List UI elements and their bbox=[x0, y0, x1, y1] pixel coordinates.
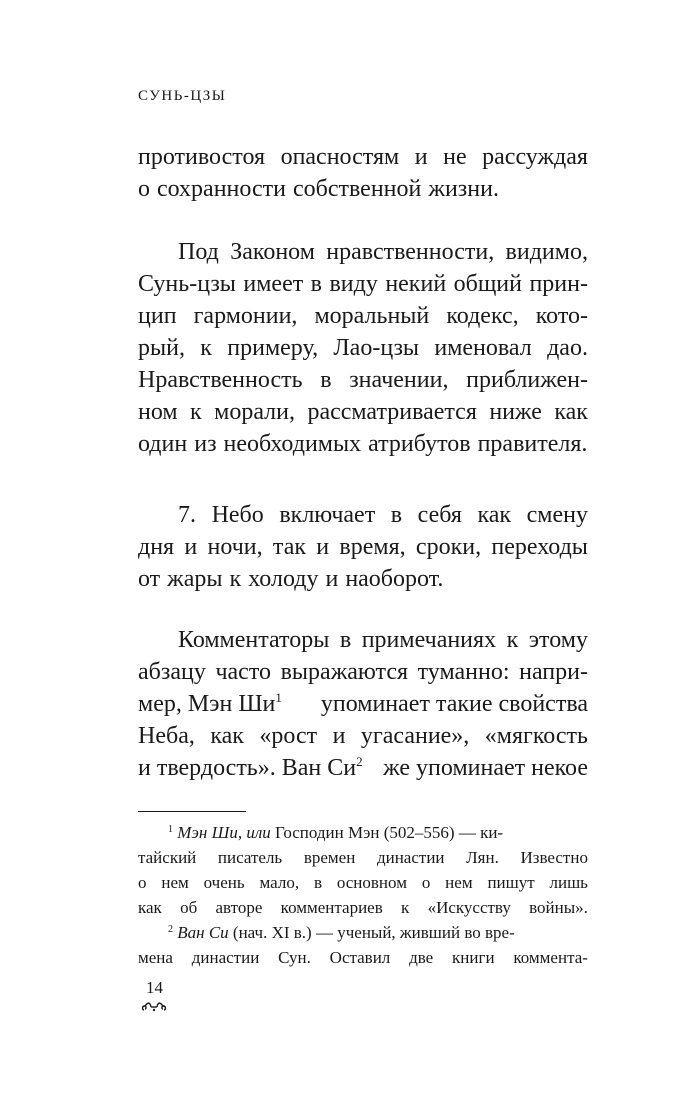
text-fragment: же упоминает некое bbox=[383, 755, 588, 781]
word: из bbox=[194, 431, 217, 457]
word: примеру, bbox=[227, 335, 319, 361]
paragraph-1 bbox=[138, 141, 588, 205]
word: «мягкость bbox=[484, 723, 588, 749]
word: основном bbox=[336, 873, 407, 892]
word: очень bbox=[203, 873, 245, 892]
word: к bbox=[200, 335, 212, 361]
footnote-line bbox=[138, 820, 588, 845]
word: «Искусству bbox=[427, 898, 511, 917]
text-line bbox=[138, 268, 588, 300]
word: противостоя bbox=[138, 144, 266, 170]
word: сроки, bbox=[415, 534, 482, 560]
text-fragment: мер, Мэн $Ши^1$ bbox=[138, 690, 282, 717]
text-fragment: $^1$ Мэн Ши, или Господин Мэн (502–556) — ки- bbox=[168, 823, 504, 842]
word: примечаниях bbox=[361, 627, 497, 653]
word: переходы bbox=[491, 534, 588, 560]
text-line bbox=[138, 531, 588, 563]
text-line bbox=[138, 236, 588, 268]
footnote-ref-1[interactable]: 1 bbox=[275, 690, 282, 705]
word: лишь bbox=[549, 873, 588, 892]
word: не bbox=[443, 144, 467, 170]
word: Оставил bbox=[329, 948, 391, 967]
word: две bbox=[409, 948, 434, 967]
word: в bbox=[390, 502, 403, 528]
word: войны». bbox=[529, 898, 588, 917]
word: книги bbox=[452, 948, 495, 967]
footnote-line bbox=[138, 920, 588, 945]
word: Небо bbox=[211, 502, 264, 528]
word: правителя. bbox=[477, 431, 588, 457]
word: времен bbox=[303, 848, 356, 867]
word: жары bbox=[167, 566, 223, 592]
word: Неба, bbox=[138, 723, 195, 749]
word: именовал bbox=[434, 335, 532, 361]
word: гармонии, bbox=[193, 303, 298, 329]
word: Сунь-цзы bbox=[138, 271, 236, 297]
text-line bbox=[138, 332, 588, 364]
footnote-line bbox=[138, 845, 588, 870]
word: приближен- bbox=[466, 367, 588, 393]
word: собственной bbox=[292, 176, 422, 202]
text-line bbox=[138, 173, 588, 205]
paragraph-4 bbox=[138, 624, 588, 784]
word: кото- bbox=[535, 303, 588, 329]
footnote-marker: 1 bbox=[168, 824, 173, 835]
paragraph-3 bbox=[138, 499, 588, 595]
scroll-ornament-icon bbox=[141, 1001, 167, 1013]
word: рассматривается bbox=[307, 399, 477, 425]
word: смену bbox=[526, 502, 588, 528]
word: общий bbox=[453, 271, 522, 297]
page-number: 14 bbox=[146, 978, 163, 997]
word: в bbox=[313, 873, 322, 892]
word: морали, bbox=[214, 399, 295, 425]
word: мена bbox=[138, 948, 173, 967]
word: ночи, bbox=[207, 534, 263, 560]
word: необходимых bbox=[223, 431, 362, 457]
word: опасностям bbox=[280, 144, 400, 170]
word: ниже bbox=[489, 399, 542, 425]
word: атрибутов bbox=[368, 431, 471, 457]
word: Под bbox=[178, 239, 219, 265]
word: и bbox=[414, 144, 428, 170]
footnote-2 bbox=[138, 920, 588, 970]
footnote-term: Ван Си bbox=[177, 923, 229, 942]
footnote-term: Мэн Ши, или bbox=[177, 823, 271, 842]
word: в bbox=[320, 367, 332, 393]
word: от bbox=[138, 566, 161, 592]
word: как bbox=[554, 399, 588, 425]
word: нем bbox=[161, 873, 189, 892]
word: Лао-цзы bbox=[333, 335, 420, 361]
word: один bbox=[138, 431, 188, 457]
word: дао. bbox=[547, 335, 588, 361]
word: дня bbox=[138, 534, 175, 560]
word: Известно bbox=[520, 848, 588, 867]
word: некий bbox=[385, 271, 447, 297]
word: к bbox=[190, 399, 202, 425]
word: писатель bbox=[217, 848, 283, 867]
text-fragment: $^2$ Ван Си (нач. XI в.) — ученый, живший во вре- bbox=[168, 923, 515, 942]
running-title: СУНЬ-ЦЗЫ bbox=[138, 88, 227, 104]
footnote-1 bbox=[138, 820, 588, 920]
word: включает bbox=[279, 502, 376, 528]
text-fragment: упоминает такие свойства bbox=[320, 691, 588, 717]
word: комментариев bbox=[280, 898, 383, 917]
word: о bbox=[138, 176, 150, 202]
word: «рост bbox=[259, 723, 318, 749]
word: как bbox=[138, 898, 162, 917]
word: кодекс, bbox=[446, 303, 519, 329]
paragraph-2 bbox=[138, 236, 588, 460]
word: к bbox=[506, 627, 519, 653]
word: жизни. bbox=[428, 176, 499, 202]
word: холоду bbox=[248, 566, 319, 592]
word: рассуждая bbox=[482, 144, 588, 170]
word: абзацу bbox=[138, 659, 206, 685]
word: как bbox=[210, 723, 244, 749]
footnote-ref-2[interactable]: 2 bbox=[356, 754, 363, 769]
footnote-line bbox=[138, 870, 588, 895]
word: прин- bbox=[529, 271, 588, 297]
word: цип bbox=[138, 303, 177, 329]
word: династии bbox=[376, 848, 445, 867]
word: рый, bbox=[138, 335, 185, 361]
word: и bbox=[184, 534, 198, 560]
text-fragment: и твердость». Ван $Си^2$ bbox=[138, 754, 363, 781]
word: и bbox=[325, 566, 339, 592]
text-line bbox=[138, 752, 588, 784]
word: Законом bbox=[230, 239, 315, 265]
text-line bbox=[138, 624, 588, 656]
word: коммента- bbox=[513, 948, 588, 967]
footnote-line bbox=[138, 945, 588, 970]
word: мало, bbox=[259, 873, 300, 892]
word: нем bbox=[445, 873, 473, 892]
word: имеет bbox=[243, 271, 304, 297]
text-line bbox=[138, 688, 588, 720]
word: выражаются bbox=[280, 659, 409, 685]
word: моральный bbox=[314, 303, 430, 329]
word: 7. bbox=[178, 502, 196, 528]
word: нравственности, bbox=[326, 239, 495, 265]
word: династии bbox=[191, 948, 260, 967]
word: о bbox=[138, 873, 147, 892]
word: авторе bbox=[215, 898, 263, 917]
word: об bbox=[180, 898, 198, 917]
word: как bbox=[477, 502, 512, 528]
word: сохранности bbox=[157, 176, 286, 202]
word: так bbox=[272, 534, 307, 560]
word: наоборот. bbox=[345, 566, 444, 592]
text-line bbox=[138, 364, 588, 396]
word: о bbox=[421, 873, 431, 892]
word: и bbox=[316, 534, 330, 560]
word: Сун. bbox=[278, 948, 311, 967]
word: в bbox=[339, 627, 352, 653]
text-line bbox=[138, 396, 588, 428]
text-line bbox=[138, 300, 588, 332]
word: Нравственность bbox=[138, 367, 303, 393]
word: к bbox=[229, 566, 242, 592]
word: часто bbox=[215, 659, 271, 685]
word: этому bbox=[528, 627, 588, 653]
word: туманно: bbox=[417, 659, 510, 685]
word: к bbox=[401, 898, 410, 917]
word: Лян. bbox=[466, 848, 499, 867]
text-line bbox=[138, 428, 588, 460]
word: ном bbox=[138, 399, 178, 425]
word: и bbox=[332, 723, 346, 749]
footnote-line bbox=[138, 895, 588, 920]
word: напри- bbox=[519, 659, 588, 685]
word: Комментаторы bbox=[178, 627, 330, 653]
text-line bbox=[138, 141, 588, 173]
word: виду bbox=[329, 271, 378, 297]
word: значении, bbox=[349, 367, 449, 393]
word: в bbox=[310, 271, 323, 297]
footnote-marker: 2 bbox=[168, 924, 173, 935]
footnote-separator bbox=[138, 811, 246, 812]
text-line bbox=[138, 720, 588, 752]
text-line bbox=[138, 656, 588, 688]
text-line bbox=[138, 563, 588, 595]
text-line bbox=[138, 499, 588, 531]
word: тайский bbox=[138, 848, 197, 867]
word: себя bbox=[417, 502, 462, 528]
word: видимо, bbox=[505, 239, 588, 265]
word: время, bbox=[339, 534, 406, 560]
word: угасание», bbox=[360, 723, 470, 749]
word: пишут bbox=[487, 873, 535, 892]
